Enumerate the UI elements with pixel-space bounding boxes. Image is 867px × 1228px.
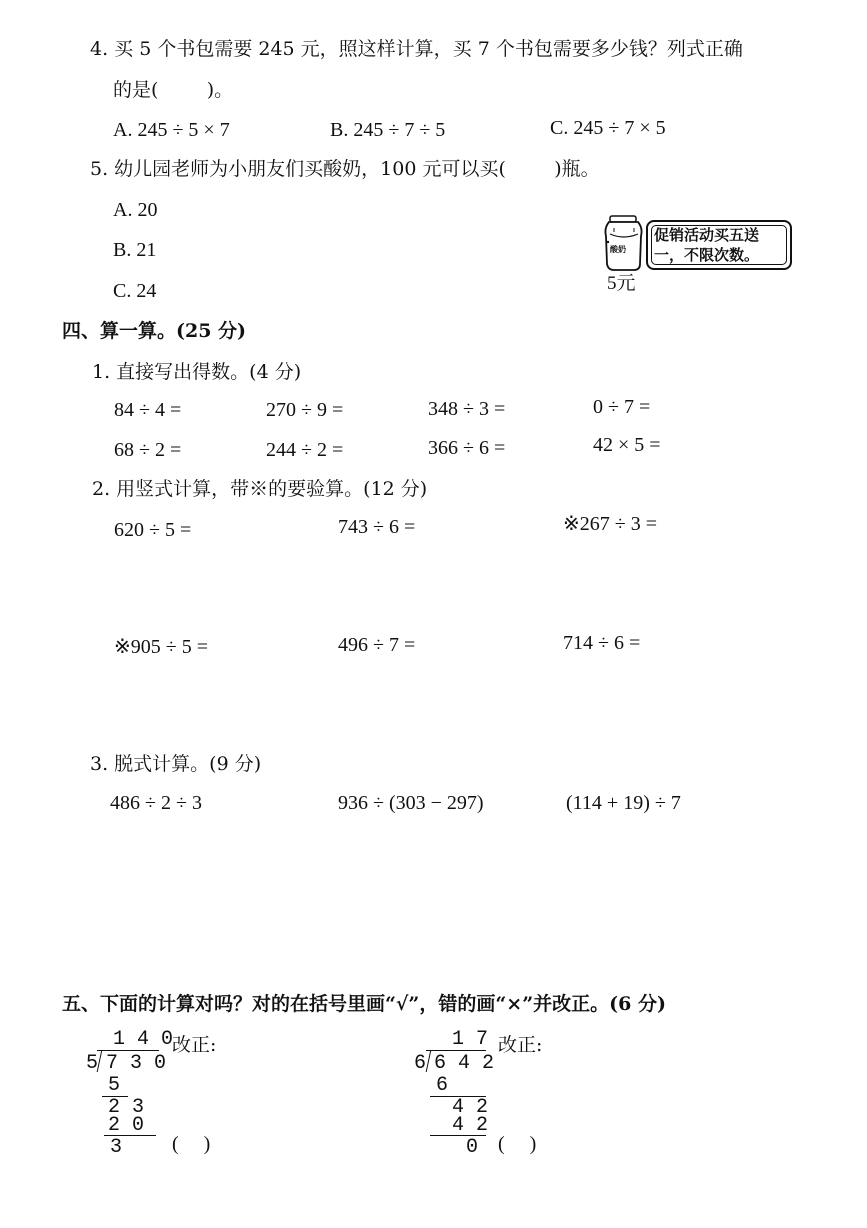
q5-option-b: B. 21	[113, 239, 157, 261]
left-remainder: 3	[110, 1136, 123, 1159]
left-quotient: 1 4 0	[113, 1028, 174, 1051]
right-quotient: 1 7	[452, 1028, 489, 1051]
q4-text-line2: 的是( )。	[113, 79, 234, 101]
left-dividend: 7 3 0	[106, 1052, 167, 1075]
oral-calc-8: 42 × 5 =	[593, 434, 661, 456]
oral-calc-2: 270 ÷ 9 =	[266, 399, 344, 421]
oral-calc-5: 68 ÷ 2 =	[114, 439, 182, 461]
section4-title: 四、算一算。(25 分)	[62, 320, 247, 342]
q5-option-a: A. 20	[113, 199, 158, 221]
section4-part2-title: 2. 用竖式计算，带※的要验算。(12 分)	[92, 478, 428, 500]
left-answer-brackets[interactable]: ( )	[172, 1133, 211, 1155]
oral-calc-1: 84 ÷ 4 =	[114, 399, 182, 421]
right-answer-brackets[interactable]: ( )	[498, 1133, 537, 1155]
vertical-calc-1: 620 ÷ 5 =	[114, 519, 192, 541]
left-step2: 2 3	[108, 1096, 145, 1119]
right-divisor: 6	[414, 1052, 427, 1075]
oral-calc-3: 348 ÷ 3 =	[428, 398, 506, 420]
section5-title: 五、下面的计算对吗？对的在括号里画“√”，错的画“×”并改正。(6 分)	[62, 993, 666, 1015]
left-step3: 2 0	[108, 1114, 145, 1137]
vertical-calc-6: 714 ÷ 6 =	[563, 632, 641, 654]
step-calc-2: 936 ÷ (303 − 297)	[338, 792, 484, 814]
right-step3: 4 2	[452, 1114, 489, 1137]
q4-option-a: A. 245 ÷ 5 × 7	[113, 119, 230, 141]
left-correction-label: 改正:	[172, 1034, 217, 1056]
right-step2: 4 2	[452, 1096, 489, 1119]
q5-text: 5. 幼儿园老师为小朋友们买酸奶，100 元可以买( )瓶。	[90, 158, 600, 180]
yogurt-bottle-icon	[600, 214, 648, 274]
q4-option-b: B. 245 ÷ 7 ÷ 5	[330, 119, 446, 141]
right-correction-label: 改正:	[498, 1034, 543, 1056]
promo-line1: 促销活动买五送	[654, 226, 760, 244]
promo-line2: 一，不限次数。	[654, 246, 760, 264]
left-step1: 5	[108, 1074, 121, 1097]
bottle-label: 酸奶	[610, 245, 626, 254]
vertical-calc-4: ※905 ÷ 5 =	[114, 636, 209, 658]
section4-part1-title: 1. 直接写出得数。(4 分)	[92, 361, 302, 383]
oral-calc-7: 366 ÷ 6 =	[428, 437, 506, 459]
oral-calc-6: 244 ÷ 2 =	[266, 439, 344, 461]
promo-callout	[646, 220, 792, 270]
vertical-calc-2: 743 ÷ 6 =	[338, 516, 416, 538]
right-remainder: 0	[466, 1136, 479, 1159]
left-divisor: 5	[86, 1052, 99, 1075]
step-calc-3: (114 + 19) ÷ 7	[566, 792, 681, 814]
yogurt-price: 5元	[607, 273, 636, 294]
vertical-calc-5: 496 ÷ 7 =	[338, 634, 416, 656]
q4-text-line1: 4. 买 5 个书包需要 245 元，照这样计算，买 7 个书包需要多少钱？列式正确	[90, 38, 743, 60]
q5-option-c: C. 24	[113, 280, 157, 302]
q4-option-c: C. 245 ÷ 7 × 5	[550, 117, 666, 139]
section4-part3-title: 3. 脱式计算。(9 分)	[90, 753, 262, 775]
right-step1: 6	[436, 1074, 449, 1097]
right-dividend: 6 4 2	[434, 1052, 495, 1075]
oral-calc-4: 0 ÷ 7 =	[593, 396, 651, 418]
vertical-calc-3: ※267 ÷ 3 =	[563, 513, 658, 535]
step-calc-1: 486 ÷ 2 ÷ 3	[110, 792, 202, 814]
